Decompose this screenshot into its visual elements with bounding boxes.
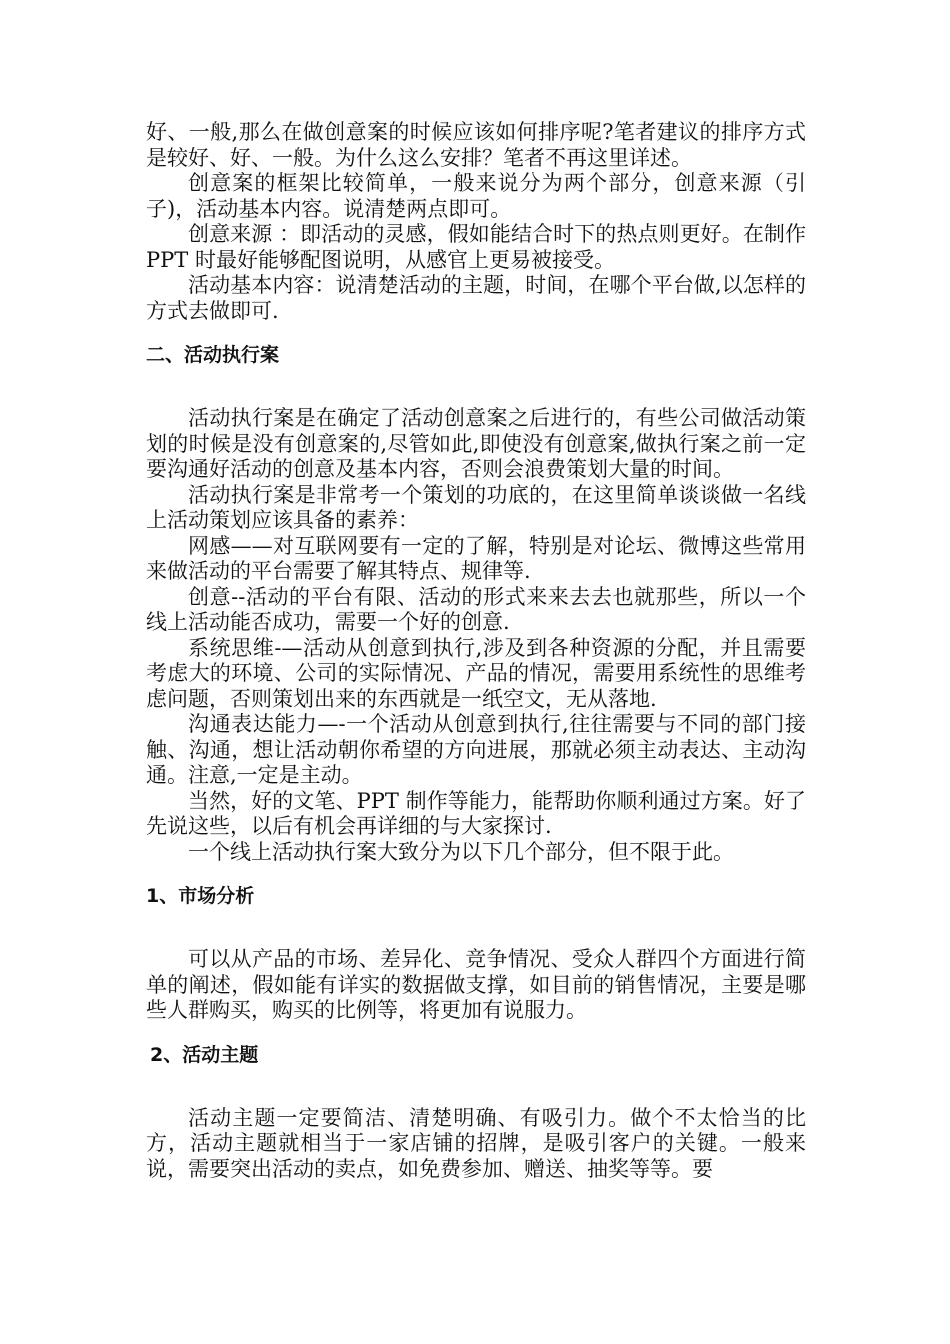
exec-paragraph-1: 活动执行案是在确定了活动创意案之后进行的，有些公司做活动策划的时候是没有创意案的,尽管如此,即使没有创意案,做执行案之前一定要沟通好活动的创意及基本内容，否则会浪费策划大量的时间。 — [146, 406, 806, 481]
exec-paragraph-3: 网感——对互联网要有一定的了解，特别是对论坛、微博这些常用来做活动的平台需要了解其特点、规律等. — [146, 533, 806, 583]
theme-paragraph: 活动主题一定要简洁、清楚明确、有吸引力。做个不太恰当的比方，活动主题就相当于一家店铺的招牌，是吸引客户的关键。一般来说，需要突出活动的卖点，如免费参加、赠送、抽奖等等。要 — [146, 1105, 806, 1181]
exec-paragraph-8: 一个线上活动执行案大致分为以下几个部分，但不限于此。 — [188, 839, 734, 864]
section-heading-exec: 二、活动执行案 — [146, 344, 280, 366]
intro-paragraph-2: 创意案的框架比较简单，一般来说分为两个部分，创意来源（引子)，活动基本内容。说清楚两点即可。 — [146, 171, 806, 221]
section-heading-theme: 2、活动主题 — [150, 1043, 259, 1066]
exec-paragraph-5: 系统思维-—活动从创意到执行,涉及到各种资源的分配，并且需要考虑大的环境、公司的实际情况、产品的情况，需要用系统性的思维考虑问题，否则策划出来的东西就是一纸空文，无从落地. — [146, 635, 806, 711]
market-paragraph: 可以从产品的市场、差异化、竞争情况、受众人群四个方面进行简单的阐述，假如能有详实的数据做支撑，如目前的销售情况，主要是哪些人群购买，购买的比例等，将更加有说服力。 — [146, 947, 806, 1022]
exec-paragraph-7: 当然，好的文笔、PPT 制作等能力，能帮助你顺利通过方案。好了先说这些，以后有机会再详细的与大家探讨. — [146, 788, 806, 838]
document-body — [146, 120, 806, 1182]
exec-paragraph-6: 沟通表达能力—-一个活动从创意到执行,往往需要与不同的部门接触、沟通，想让活动朝你希望的方向进展，那就必须主动表达、主动沟通。注意,一定是主动。 — [146, 712, 806, 787]
intro-paragraph-3: 创意来源 ：即活动的灵感，假如能结合时下的热点则更好。在制作 PPT 时最好能够配图说明，从感官上更易被接受。 — [146, 222, 806, 272]
exec-paragraph-4: 创意--活动的平台有限、活动的形式来来去去也就那些，所以一个线上活动能否成功，需要一个好的创意. — [146, 584, 806, 634]
section-heading-market: 1、市场分析 — [146, 885, 255, 907]
intro-paragraph-1: 好、一般,那么在做创意案的时候应该如何排序呢?笔者建议的排序方式是较好、好、一般。为什么这么安排？笔者不再这里详述。 — [146, 120, 806, 170]
exec-paragraph-2: 活动执行案是非常考一个策划的功底的，在这里简单谈谈做一名线上活动策划应该具备的素养： — [146, 482, 806, 532]
intro-paragraph-4: 活动基本内容：说清楚活动的主题，时间，在哪个平台做,以怎样的方式去做即可. — [146, 273, 806, 323]
